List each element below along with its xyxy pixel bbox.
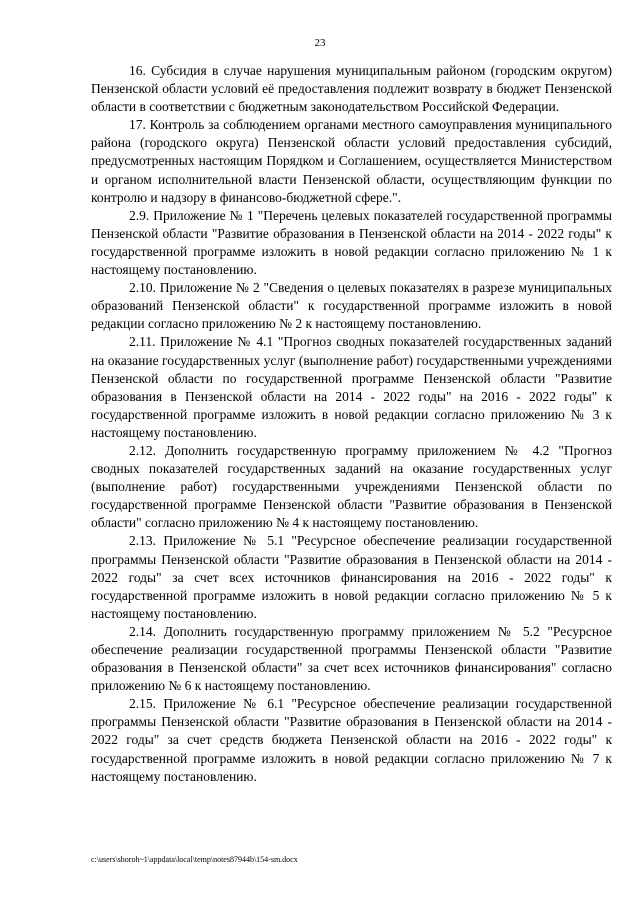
page-number: 23	[314, 37, 326, 49]
paragraph-2-11: 2.11. Приложение № 4.1 "Прогноз сводных показателей государственных заданий на оказание государственных услуг (выполнение работ) государственными учреждениями Пензенской области по государственной программе Пензенской области "Развитие образования в Пензенской области на 2014 - 2022 годы" на 2016 - 2022 годы" к государственной программе изложить в новой редакции согласно приложению № 3 к настоящему постановлению.	[91, 334, 612, 440]
paragraph-2-13: 2.13. Приложение № 5.1 "Ресурсное обеспечение реализации государственной программы Пензенской области "Развитие образования в Пензенской области на 2014 - 2022 годы" за счет всех источников финансирования на 2016 - 2022 годы" к государственной программе изложить в новой редакции согласно приложению № 5 к настоящему постановлению.	[91, 533, 612, 621]
paragraph-16: 16. Субсидия в случае нарушения муниципальным районом (городским округом) Пензенской области условий её предоставления подлежит возврату в бюджет Пензенской области в соответствии с бюджетным законодательством Российской Федерации.	[91, 63, 612, 115]
paragraph-2-10: 2.10. Приложение № 2 "Сведения о целевых показателях в разрезе муниципальных образований Пензенской области" к государственной программе изложить в новой редакции согласно приложению № 2 к настоящему постановлению.	[91, 280, 612, 332]
footer-file-path: c:\users\shoroh~1\appdata\local\temp\notes87944b\154-sm.docx	[91, 855, 298, 864]
paragraph-2-9: 2.9. Приложение № 1 "Перечень целевых показателей государственной программы Пензенской области "Развитие образования в Пензенской области на 2014 - 2022 годы" к государственной программе изложить в новой редакции согласно приложению № 1 к настоящему постановлению.	[91, 207, 612, 278]
document-body	[91, 62, 612, 786]
paragraph-2-15: 2.15. Приложение № 6.1 "Ресурсное обеспечение реализации государственной программы Пензенской области "Развитие образования в Пензенской области на 2014 - 2022 годы" за счет средств бюджета Пензенской области на 2016 - 2022 годы" к государственной программе изложить в новой редакции согласно приложению № 7 к настоящему постановлению.	[91, 696, 612, 784]
paragraph-17: 17. Контроль за соблюдением органами местного самоуправления муниципального района (городского округа) Пензенской области условий предоставления субсидий, предусмотренных настоящим Порядком и Соглашением, осуществляется Министерством и органом исполнительной власти Пензенской области, осуществляющим функции по контролю и надзору в финансово-бюджетной сфере.".	[91, 117, 612, 205]
paragraph-2-12: 2.12. Дополнить государственную программу приложением № 4.2 "Прогноз сводных показателей государственных заданий на оказание государственных услуг (выполнение работ) государственными учреждениями Пензенской области по государственной программе Пензенской области "Развитие образования в Пензенской области" согласно приложению № 4 к настоящему постановлению.	[91, 442, 612, 531]
paragraph-2-14: 2.14. Дополнить государственную программу приложением № 5.2 "Ресурсное обеспечение реализации государственной программы Пензенской области "Развитие образования в Пензенской области" за счет всех источников финансирования" согласно приложению № 6 к настоящему постановлению.	[91, 623, 612, 694]
